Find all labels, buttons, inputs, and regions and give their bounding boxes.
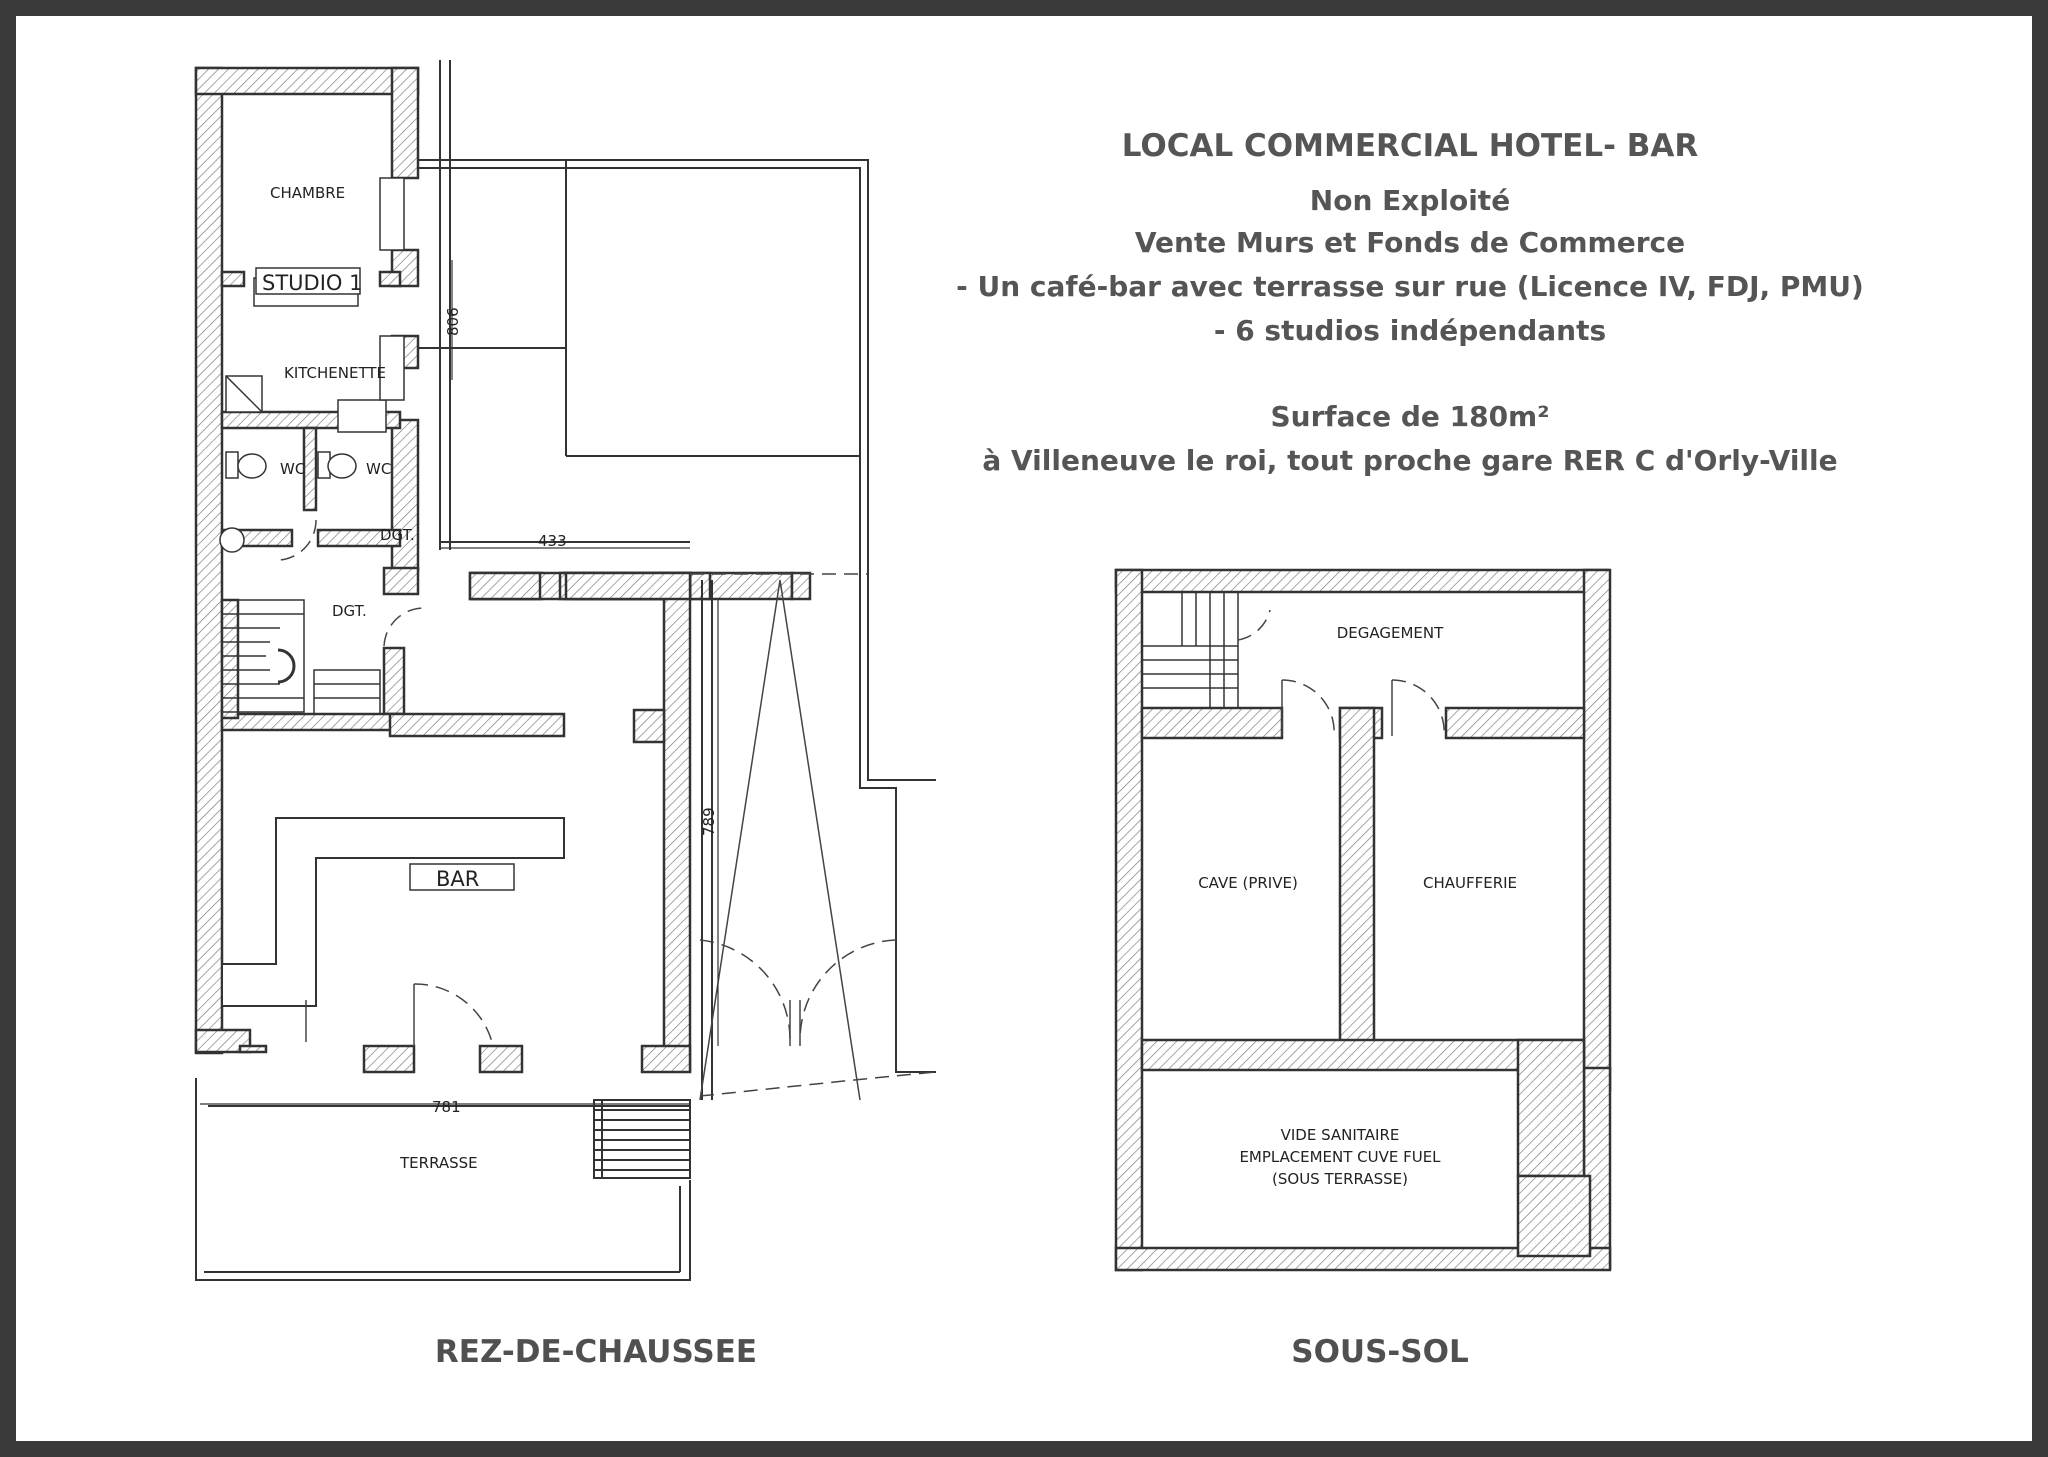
room-label-studio: STUDIO 1 (262, 271, 363, 295)
room-label-wc-1: WC (280, 460, 306, 478)
room-label-cave: CAVE (PRIVE) (1198, 874, 1298, 892)
room-label-degagement: DEGAGEMENT (1336, 624, 1444, 642)
room-label-chaufferie: CHAUFFERIE (1422, 874, 1518, 892)
listing-surface: Surface de 180m² (1270, 400, 1550, 433)
room-label-kitchenette: KITCHENETTE (284, 364, 387, 382)
room-label-bar: BAR (436, 867, 480, 891)
listing-line-3: - Un café-bar avec terrasse sur rue (Licence IV, FDJ, PMU) (956, 270, 1864, 303)
room-label-terrasse: TERRASSE (400, 1154, 478, 1172)
room-label-wc-2: WC (366, 460, 392, 478)
dimension-433: 433 (538, 532, 567, 550)
listing-line-2: Vente Murs et Fonds de Commerce (1134, 226, 1686, 259)
listing-title: LOCAL COMMERCIAL HOTEL- BAR (1121, 128, 1699, 164)
dimension-806: 806 (444, 307, 462, 336)
listing-line-1: Non Exploité (1309, 184, 1511, 217)
room-label-vide-3: (SOUS TERRASSE) (1272, 1170, 1408, 1188)
room-label-vide-2: EMPLACEMENT CUVE FUEL (1239, 1148, 1441, 1166)
room-label-dgt-1: DGT. (380, 526, 415, 544)
room-label-vide-1: VIDE SANITAIRE (1280, 1126, 1400, 1144)
dimension-781: 781 (432, 1098, 461, 1116)
basement-caption: SOUS-SOL (1291, 1334, 1469, 1370)
room-label-chambre: CHAMBRE (270, 184, 346, 202)
listing-line-4: - 6 studios indépendants (1213, 314, 1607, 347)
dimension-789: 789 (700, 807, 718, 836)
room-label-dgt-2: DGT. (332, 602, 367, 620)
ground-floor-caption: REZ-DE-CHAUSSEE (434, 1334, 758, 1370)
listing-location: à Villeneuve le roi, tout proche gare RER C d'Orly-Ville (982, 444, 1838, 477)
